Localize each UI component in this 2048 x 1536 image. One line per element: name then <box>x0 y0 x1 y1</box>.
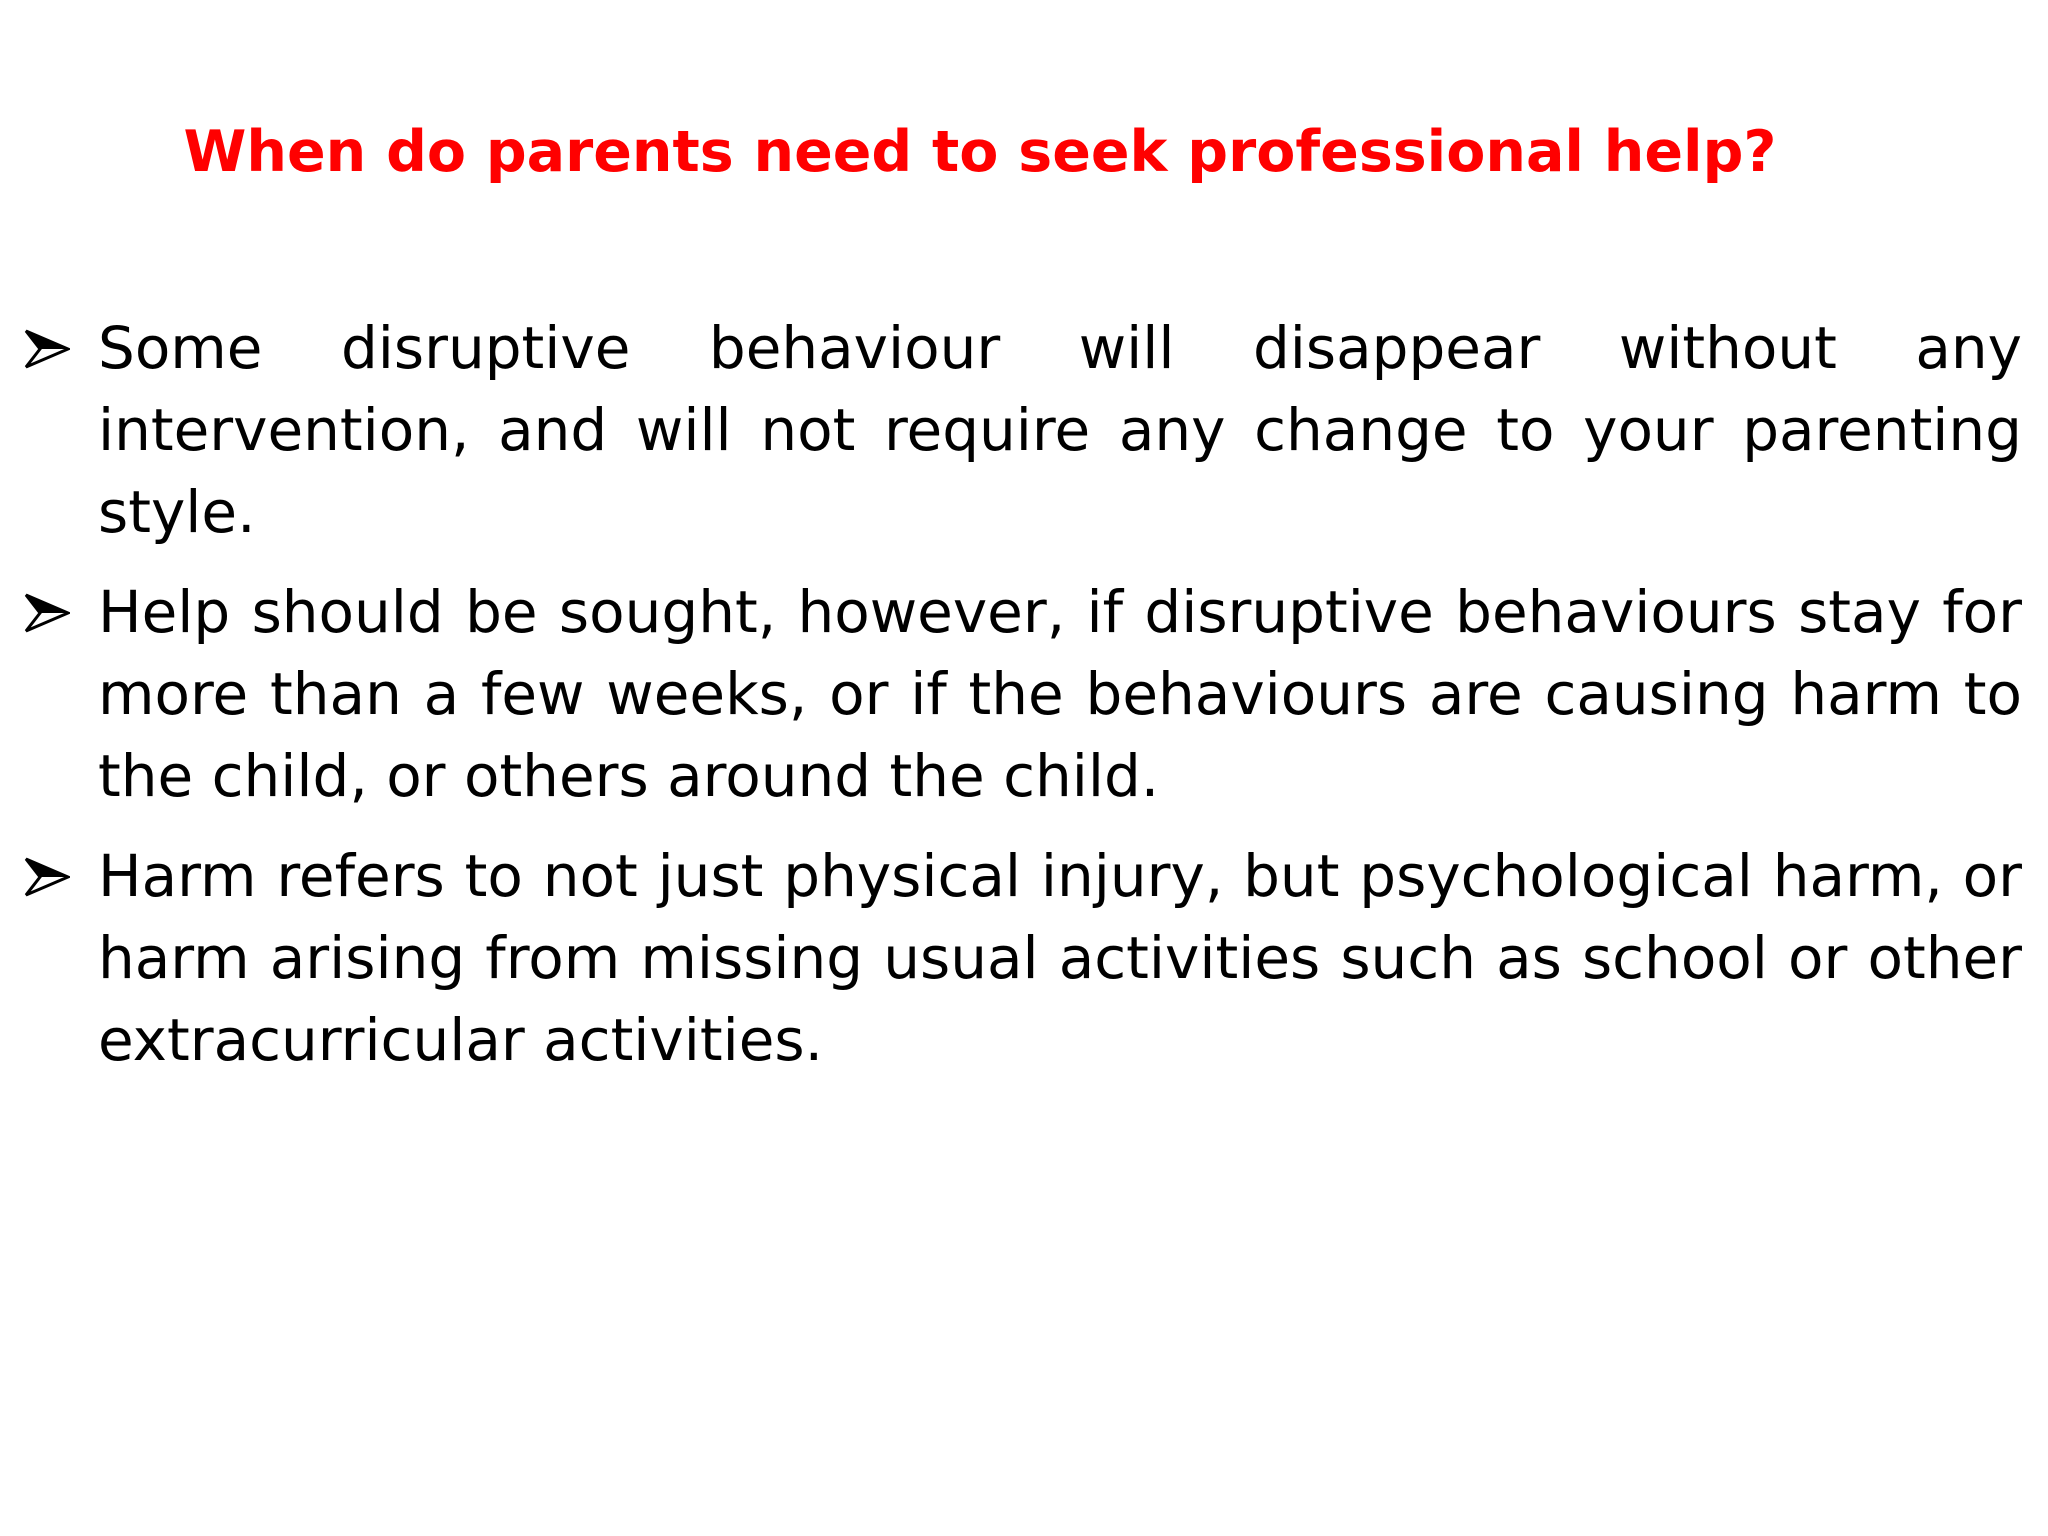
list-item <box>24 571 2022 817</box>
list-item <box>24 835 2022 1081</box>
arrowhead-bullet-icon <box>24 593 70 633</box>
bullet-text: Help should be sought, however, if disruptive behaviours stay for more than a few weeks, or if the behaviours are causing harm to the child, or others around the child. <box>98 578 2022 810</box>
bullet-text: Some disruptive behaviour will disappear without any intervention, and will not require any change to your parenting style. <box>98 314 2022 546</box>
list-item <box>24 307 2022 553</box>
arrowhead-bullet-icon <box>24 329 70 369</box>
bullet-text: Harm refers to not just physical injury, but psychological harm, or harm arising from missing usual activities such as school or other extracurricular activities. <box>98 842 2022 1074</box>
slide-title: When do parents need to seek professional help? <box>183 119 1777 185</box>
bullet-list <box>24 307 2022 1099</box>
arrowhead-bullet-icon <box>24 857 70 897</box>
